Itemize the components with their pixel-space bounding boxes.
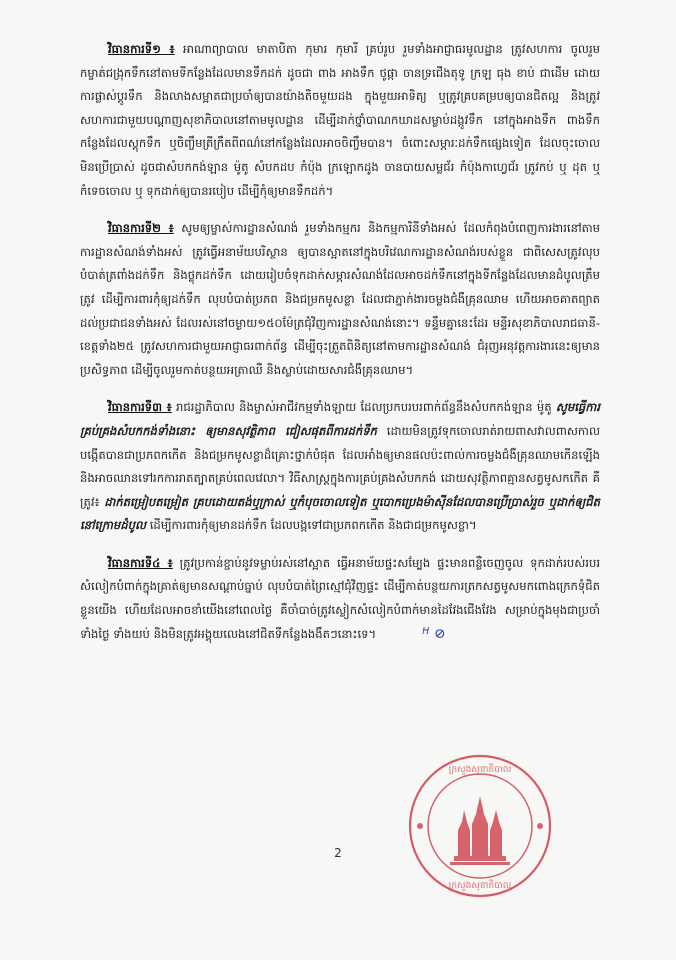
measure-4-text: ត្រូវប្រកាន់ខ្ជាប់នូវទម្លាប់រស់នៅស្អាត ធ្វើអនាម័យផ្ទះសម្បែង ផ្ទះមានពន្លឺចេញចូល ទុកដាក់របស់របរ សំលៀកបំពាក់ក្នុងគ្រាត់ឲ្យមានសណ្តាប់ធ្នាប់ លុបបំបាត់ព្រៃស្មៅជុំវិញផ្ទះ ដើម្បីកាត់បន្ថយការត្រកសត្វមូសមកពោងក្រេកទុំជិតខ្លួនយើង ហើយដែលអាចខាំយើងនៅពេលថ្ងៃ គឺចាំបាច់ត្រូវស្លៀកសំលៀកបំពាក់មានដៃវែងជើងវែង សម្រាប់ក្នុងមុងជាប្រចាំ ទាំងថ្ងៃ ទាំងយប់ និងមិនត្រូវអង្គុយលេងនៅជិតទីកន្លែងងងឹតៗនោះទេ។ xyxy=(80,555,600,641)
measure-1-paragraph xyxy=(80,38,600,203)
measure-2-text: សូមឲ្យម្ចាស់ការដ្ឋានសំណង់ រួមទាំងកម្មករ និងកម្មការិនីទាំងអស់ ដែលកំពុងបំពេញការងារនៅតាមការដ្ឋានសំណង់ទាំងអស់ ត្រូវធ្វើអនាម័យបរិស្ថាន ឲ្យបានស្អាតនៅក្នុងបរិវេណការដ្ឋានសំណង់របស់ខ្លួន ជាពិសេសត្រូវលុបបំបាត់ត្រពាំងដក់ទឹក និងថ្លុកដក់ទឹក ដោយរៀបចំទុកដាក់សម្ភារសំណង់ដែលអាចដក់ទឹកនៅក្នុងទីកន្លែងដែលមានដំបូលត្រឹមត្រូវ ដើម្បីការពារកុំឲ្យដក់ទឹក លុបបំបាត់ប្រភព និងជម្រកមូសខ្លា ដែលជាភ្នាក់ងារចម្លងជំងឺគ្រុនឈាម ហើយអាចគាតព្យាតដល់ប្រជាជនទាំងអស់ ដែលរស់នៅចម្ងាយ១៥០ម៉ែត្រជុំវិញការដ្ឋានសំណង់នោះ។ ទន្ទឹមគ្នានេះដែរ មន្ទីរសុខាភិបាលរាជធានី-ខេត្តទាំង២៥ ត្រូវសហការជាមួយអាជ្ញាធរពាក់ព័ន្ធ ដើម្បីចុះត្រួតពិនិត្យនៅតាមការដ្ឋានសំណង់ ជំរុញអនុវត្តការងារនេះឲ្យមានប្រសិទ្ធភាព ដើម្បីចូលរួមកាត់បន្ថយអត្រាឈឺ និងស្លាប់ដោយសារជំងឺគ្រុនឈាម។ xyxy=(80,221,601,377)
measure-3-emphasis-2: ដាក់តម្រៀបតម្រៀត គ្របដោយតង់ឬក្រាស់ ឬកំបុចចោលទៀត ឬបោកប្រេងម៉ាស៊ីនដែលបានប្រើប្រាស់រួច ឬដាក់ឲ្យជិតនៅក្រោមដំបូល xyxy=(80,494,601,533)
measure-3-text-before: រាជរដ្ឋាភិបាល និងម្ចាស់អាជីវកម្មទាំងឡាយ ដែលប្រកបរបរពាក់ព័ន្ធនឹងសំបកកង់ឡាន ម៉ូតូ xyxy=(175,400,552,415)
page-number: 2 xyxy=(334,846,342,860)
measure-3-heading: វិធានការទី៣ ៖ xyxy=(108,400,172,415)
measure-3-paragraph xyxy=(80,396,600,538)
stamp-bottom-text: ក្រសួងសុខាភិបាល xyxy=(448,881,512,891)
measure-2-heading: វិធានការទី២ ៖ xyxy=(108,221,174,236)
measure-3-text-middle: ដោយមិនត្រូវទុកចោលរាត់រាយពាសវាលពាសកាល បង្កើតបានជាប្រភពកកើត និងជម្រកមូសខ្លាដ៏គ្រោះថ្នាក់បំផុត ដែលអាំងឲ្យមានផលប៉ះពាល់ការចម្លងជំងឺគ្រុនឈាមកើនឡើង និងអាចឈានទៅរកការរាតត្បាតគ្រប់ពេលវេលា។ វិធីសាស្ត្រក្នុងការគ្រប់គ្រងសំបកកង់ ដោយសុវត្ថិភាពគ្មានសត្វមូសកកើត គឺត្រូវ៖ xyxy=(80,423,600,509)
stamp-top-text: ក្រសួងសុខាភិបាល xyxy=(448,765,512,775)
measure-4-paragraph xyxy=(80,552,600,646)
measure-2-paragraph xyxy=(80,217,600,382)
measure-1-text: អាណាព្យាបាល មាតាបិតា កុមារ កុមារី គ្រប់រូប រួមទាំងអាជ្ញាធរមូលដ្ឋាន ត្រូវសហការ ចូលរួមកម្ចាត់ជង្រុកទឹកនៅតាមទីកន្លែងដែលមានទឹកដក់ ដូចជា ពាង អាងទឹក ថូផ្កា ចានទ្រជើងតុទូ ក្រឡ ធុង ខាប់ ជាដើម ដោយការផ្លាស់ប្តូរទឹក និងលាងសម្អាតជាប្រចាំឲ្យបានយ៉ាងតិចមួយដង ក្នុងមួយអាទិត្យ ឬត្រូវគ្របគម្របឲ្យបានជិតល្អ និងត្រូវសហការជាមួយបណ្តាញសុខាភិបាលនៅតាមមូលដ្ឋាន ដើម្បីដាក់ថ្នាំបាណកឃាដសម្លាប់ដង្កូវទឹក នៅក្នុងអាងទឹក ពាងទឹក កន្លែងដែលស្តុកទឹក ឬចិញ្ចឹមត្រីក្រឹតពីពណ៌នៅកន្លែងដែលអាចចិញ្ចឹមបាន។ ចំពោះសម្ភារៈដក់ទឹកផ្សេងទៀត ដែលចុះចោលមិនប្រើប្រាស់ ដូចជាសំបកកង់ឡាន ម៉ូតូ សំបកដប កំប៉ុង ក្រឡោកដូង ចានបាយសម្លជ័រ កំប៉ុងកាហ្វេជ័រ ត្រូវកប់ ឬ ដុត ឬ កំទេចចោល ឬ ទុកដាក់ឲ្យបានរបៀប ដើម្បីកុំឲ្យមានទឹកដក់។ xyxy=(80,42,601,198)
measure-3-text-after: ដើម្បីការពារកុំឲ្យមានដក់ទឹក ដែលបង្កទៅជាប្រភពកកើត និងជាជម្រកមូសខ្លា។ xyxy=(149,518,477,533)
measure-1-heading: វិធានការទី១ ៖ xyxy=(108,42,175,56)
measure-3-emphasis: សូមធ្វើការគ្រប់គ្រងសំបកកង់ទាំងនោះ ឲ្យមានសុវត្ថិភាព ជៀសផុតពីការដក់ទឹក xyxy=(80,400,600,438)
document-body xyxy=(80,38,600,660)
official-seal-stamp xyxy=(406,752,554,900)
handwritten-initials: ꟸ ⊘ xyxy=(421,625,446,642)
measure-4-heading: វិធានការទី៤ ៖ xyxy=(108,555,173,570)
